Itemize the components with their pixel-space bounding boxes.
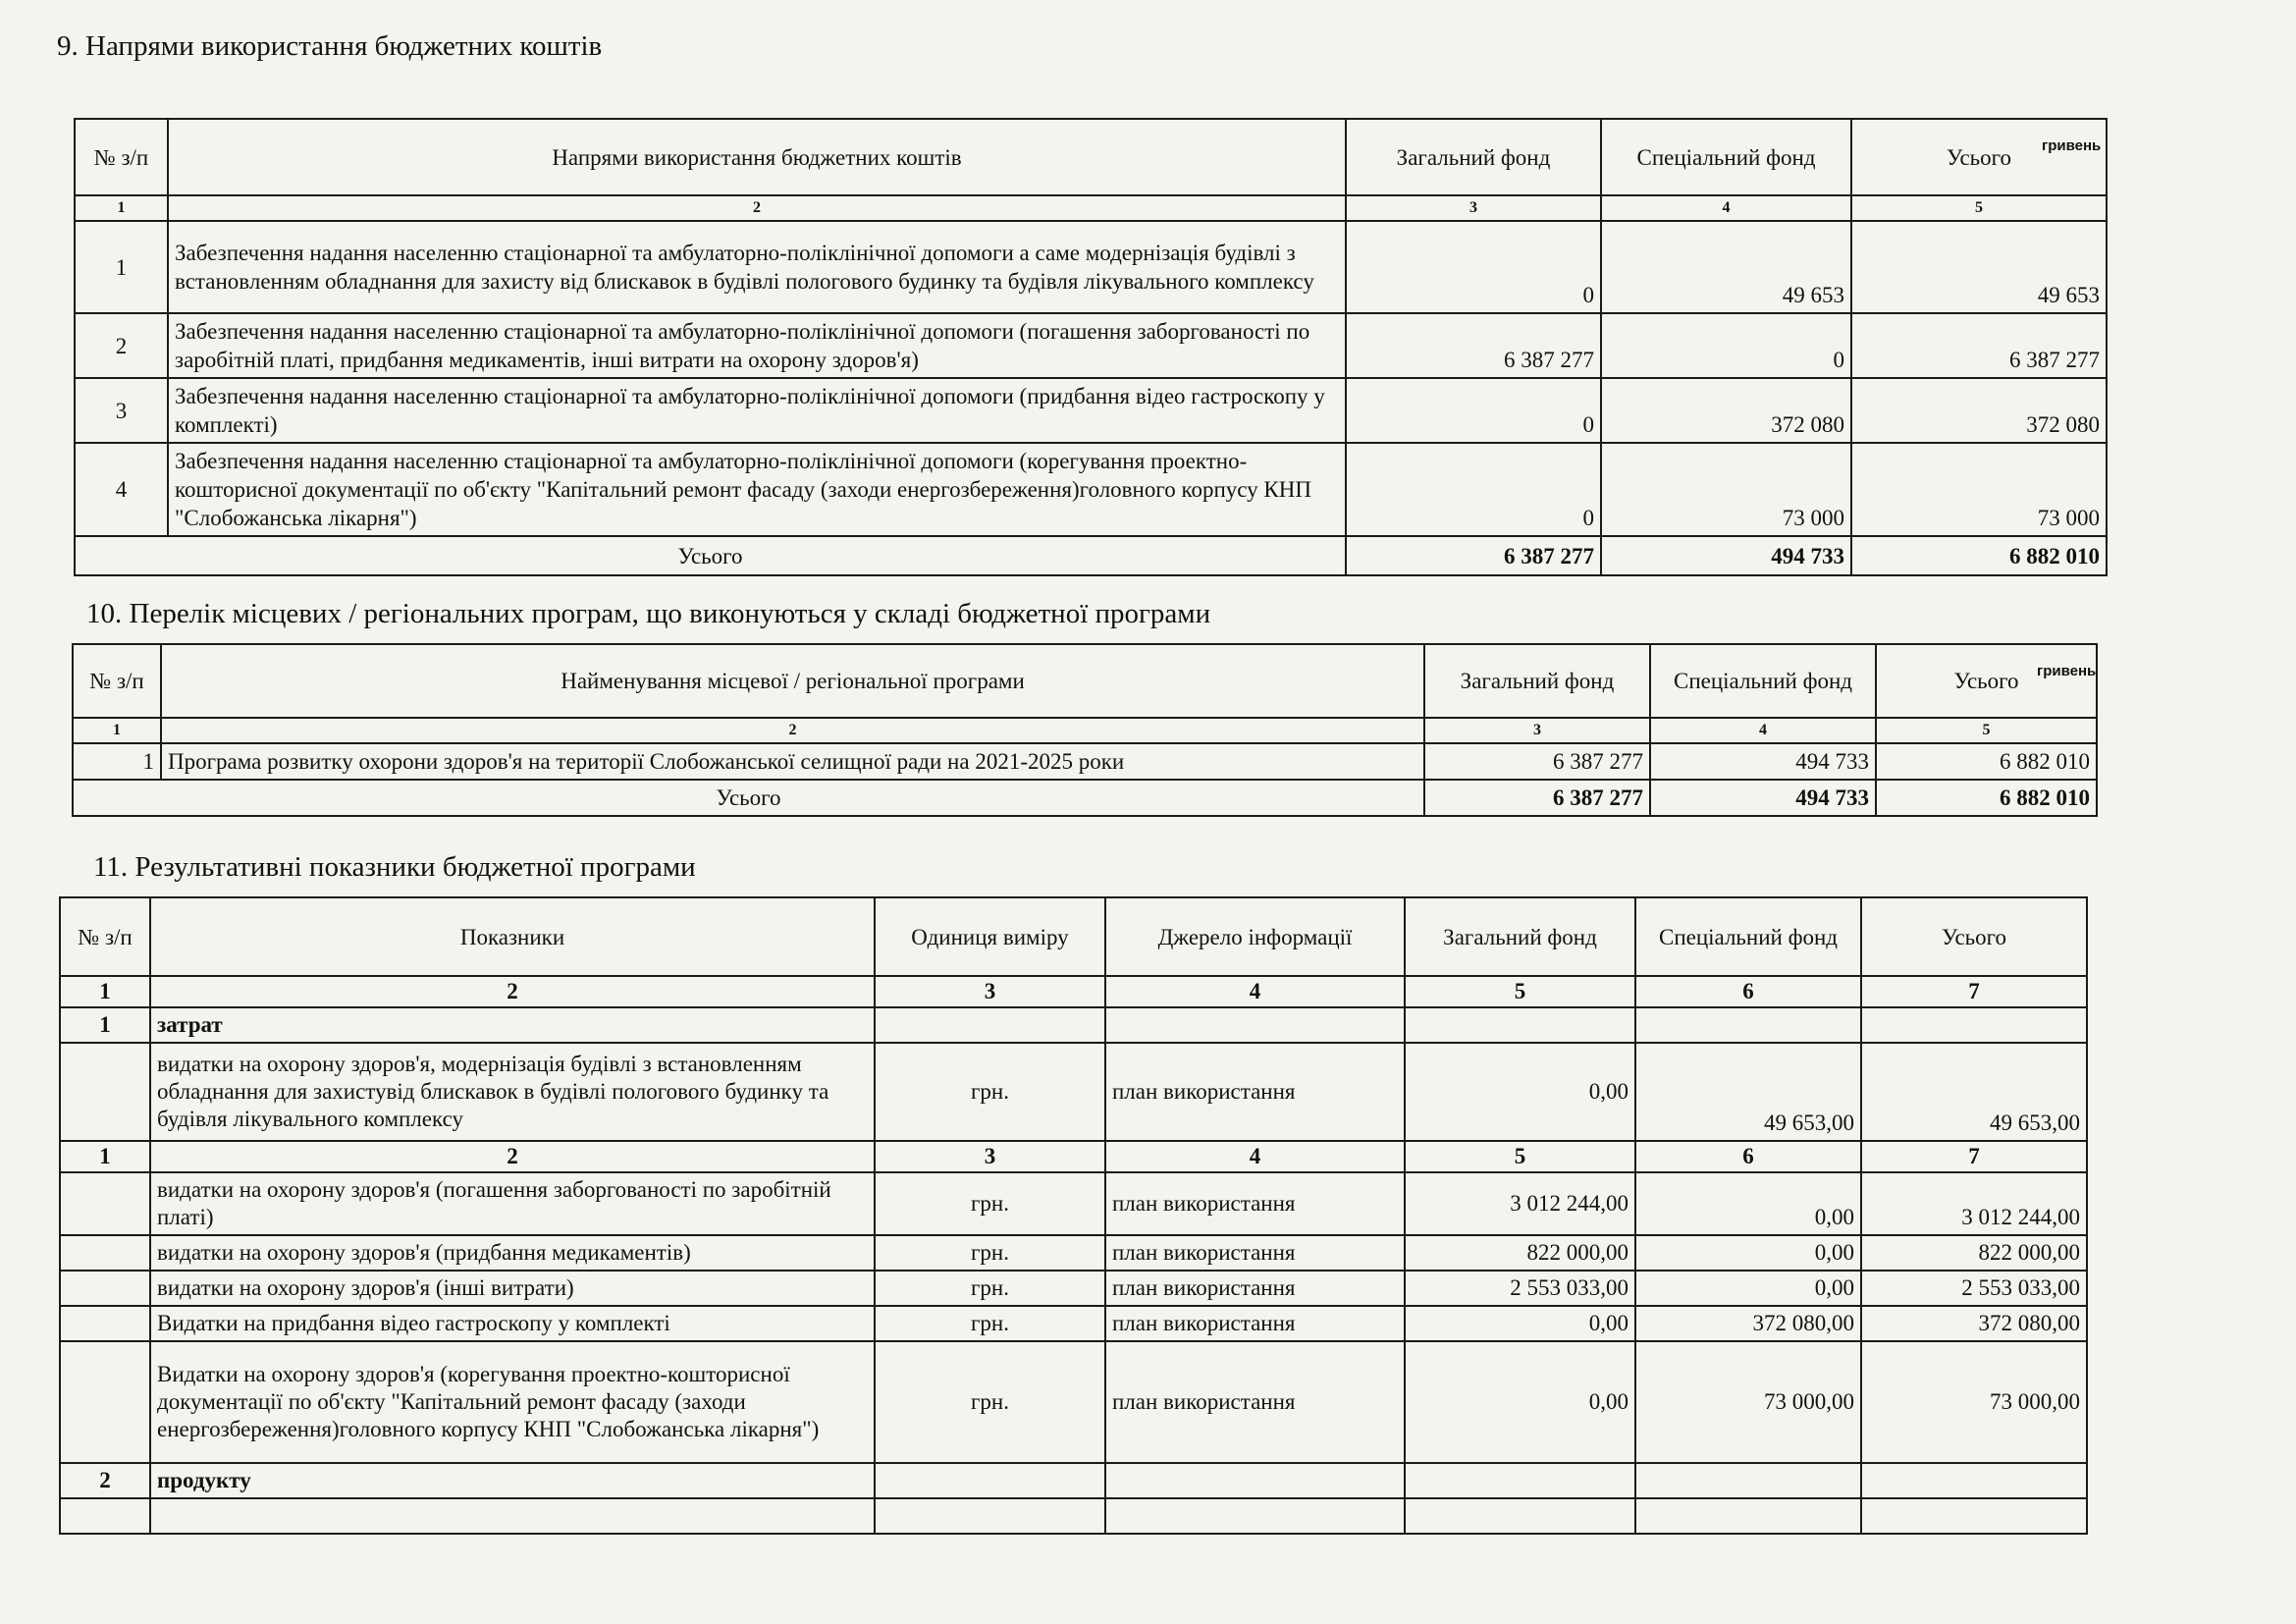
- row-general-fund: 6 387 277: [1424, 743, 1650, 780]
- row-general-fund: 0: [1346, 443, 1601, 536]
- row-total: 6 882 010: [1876, 743, 2097, 780]
- indicator-general-fund: 822 000,00: [1405, 1235, 1635, 1271]
- col-header-total: Усього: [1851, 119, 2107, 195]
- row-total: 372 080: [1851, 378, 2107, 443]
- col-header-indicators: Показники: [150, 897, 875, 976]
- indicator-unit: грн.: [875, 1306, 1105, 1341]
- row-special-fund: 372 080: [1601, 378, 1851, 443]
- table-row: [60, 1341, 2087, 1463]
- row-general-fund: 0: [1346, 378, 1601, 443]
- section-11-title: 11. Результативні показники бюджетної програми: [93, 851, 696, 883]
- indicator-source: план використання: [1105, 1235, 1405, 1271]
- row-direction: Забезпечення надання населенню стаціонарної та амбулаторно-поліклінічної допомоги (придбання відео гастроскопу у комплекті): [168, 378, 1346, 443]
- col-index: 7: [1861, 976, 2087, 1007]
- col-index: 7: [1861, 1141, 2087, 1172]
- total-general-fund: 6 387 277: [1346, 536, 1601, 575]
- group-row: [60, 1007, 2087, 1043]
- col-index: 4: [1601, 195, 1851, 221]
- col-header-source: Джерело інформації: [1105, 897, 1405, 976]
- table-row: [75, 221, 2107, 313]
- col-header-program-name: Найменування місцевої / регіональної програми: [161, 644, 1424, 718]
- table-row: [60, 1235, 2087, 1271]
- indicator-unit: грн.: [875, 1271, 1105, 1306]
- col-header-total: Усього: [1861, 897, 2087, 976]
- table-row: [75, 313, 2107, 378]
- row-program-name: Програма розвитку охорони здоров'я на території Слобожанської селищної ради на 2021-2025 роки: [161, 743, 1424, 780]
- indicator-total: 2 553 033,00: [1861, 1271, 2087, 1306]
- total-general-fund: 6 387 277: [1424, 780, 1650, 816]
- section-9-title: 9. Напрями використання бюджетних коштів: [57, 30, 603, 62]
- col-index: 2: [168, 195, 1346, 221]
- col-index: 4: [1105, 1141, 1405, 1172]
- col-index: 5: [1405, 976, 1635, 1007]
- col-index: 2: [161, 718, 1424, 743]
- indicator-total: 372 080,00: [1861, 1306, 2087, 1341]
- col-header-unit: Одиниця виміру: [875, 897, 1105, 976]
- row-number: 2: [75, 313, 168, 378]
- col-header-special-fund: Спеціальний фонд: [1635, 897, 1861, 976]
- row-number: 1: [75, 221, 168, 313]
- col-index: 6: [1635, 976, 1861, 1007]
- indicator-name: видатки на охорону здоров'я (придбання медикаментів): [150, 1235, 875, 1271]
- row-direction: Забезпечення надання населенню стаціонарної та амбулаторно-поліклінічної допомоги (корегування проектно-кошторисної документації по об'єкту "Капітальний ремонт фасаду (заходи енергозбереження)головного корпусу КНП "Слобожанська лікарня"): [168, 443, 1346, 536]
- col-index: 2: [150, 1141, 875, 1172]
- col-header-general-fund: Загальний фонд: [1424, 644, 1650, 718]
- col-header-total: Усього: [1876, 644, 2097, 718]
- indicator-special-fund: 0,00: [1635, 1172, 1861, 1235]
- table-row: [75, 378, 2107, 443]
- section-10-title: 10. Перелік місцевих / регіональних програм, що виконуються у складі бюджетної програми: [86, 598, 1211, 629]
- section-10-unit: гривень: [2037, 663, 2097, 679]
- indicator-source: план використання: [1105, 1043, 1405, 1141]
- col-header-direction: Напрями використання бюджетних коштів: [168, 119, 1346, 195]
- table-row: [73, 743, 2097, 780]
- indicator-unit: грн.: [875, 1341, 1105, 1463]
- col-index: 5: [1851, 195, 2107, 221]
- row-general-fund: 6 387 277: [1346, 313, 1601, 378]
- indicator-name: видатки на охорону здоров'я, модернізація будівлі з встановленням обладнання для захистувід блискавок в будівлі пологового будинку та будівля лікувального комплексу: [150, 1043, 875, 1141]
- col-index: 1: [73, 718, 161, 743]
- row-direction: Забезпечення надання населенню стаціонарної та амбулаторно-поліклінічної допомоги а саме модернізація будівлі з встановленням обладнання для захисту від блискавок в будівлі пологового будинку та будівля лікувального комплексу: [168, 221, 1346, 313]
- col-header-number: № з/п: [73, 644, 161, 718]
- col-index: 5: [1876, 718, 2097, 743]
- indicator-general-fund: 0,00: [1405, 1043, 1635, 1141]
- indicator-source: план використання: [1105, 1306, 1405, 1341]
- col-header-special-fund: Спеціальний фонд: [1601, 119, 1851, 195]
- indicator-unit: грн.: [875, 1235, 1105, 1271]
- indicator-special-fund: 49 653,00: [1635, 1043, 1861, 1141]
- group-number: 2: [60, 1463, 150, 1498]
- col-header-special-fund: Спеціальний фонд: [1650, 644, 1876, 718]
- col-index: 2: [150, 976, 875, 1007]
- table-row: [60, 1306, 2087, 1341]
- total-label: Усього: [75, 536, 1346, 575]
- row-special-fund: 49 653: [1601, 221, 1851, 313]
- col-index: 3: [1424, 718, 1650, 743]
- col-index: 4: [1650, 718, 1876, 743]
- indicator-source: план використання: [1105, 1271, 1405, 1306]
- section-10-table: [72, 643, 2098, 817]
- col-index: 3: [875, 976, 1105, 1007]
- indicator-source: план використання: [1105, 1341, 1405, 1463]
- table-row: [75, 443, 2107, 536]
- indicator-total: 822 000,00: [1861, 1235, 2087, 1271]
- col-index: 5: [1405, 1141, 1635, 1172]
- section-9-unit: гривень: [2042, 137, 2102, 154]
- group-label: продукту: [150, 1463, 875, 1498]
- table-row: [60, 1043, 2087, 1141]
- col-index: 3: [1346, 195, 1601, 221]
- row-total: 49 653: [1851, 221, 2107, 313]
- indicator-total: 73 000,00: [1861, 1341, 2087, 1463]
- row-total: 73 000: [1851, 443, 2107, 536]
- col-index: 1: [75, 195, 168, 221]
- col-index: 6: [1635, 1141, 1861, 1172]
- group-number: 1: [60, 1007, 150, 1043]
- row-general-fund: 0: [1346, 221, 1601, 313]
- indicator-unit: грн.: [875, 1172, 1105, 1235]
- col-header-general-fund: Загальний фонд: [1346, 119, 1601, 195]
- indicator-name: видатки на охорону здоров'я (погашення заборгованості по заробітній платі): [150, 1172, 875, 1235]
- col-index: 1: [60, 1141, 150, 1172]
- indicator-special-fund: 372 080,00: [1635, 1306, 1861, 1341]
- row-special-fund: 0: [1601, 313, 1851, 378]
- indicator-special-fund: 0,00: [1635, 1271, 1861, 1306]
- group-row: [60, 1463, 2087, 1498]
- indicator-general-fund: 0,00: [1405, 1341, 1635, 1463]
- indicator-general-fund: 2 553 033,00: [1405, 1271, 1635, 1306]
- total-total: 6 882 010: [1876, 780, 2097, 816]
- row-special-fund: 73 000: [1601, 443, 1851, 536]
- indicator-special-fund: 73 000,00: [1635, 1341, 1861, 1463]
- indicator-general-fund: 3 012 244,00: [1405, 1172, 1635, 1235]
- indicator-source: план використання: [1105, 1172, 1405, 1235]
- indicator-unit: грн.: [875, 1043, 1105, 1141]
- total-total: 6 882 010: [1851, 536, 2107, 575]
- col-index: 3: [875, 1141, 1105, 1172]
- col-index: 1: [60, 976, 150, 1007]
- total-label: Усього: [73, 780, 1424, 816]
- indicator-total: 49 653,00: [1861, 1043, 2087, 1141]
- section-9-table: [74, 118, 2108, 576]
- col-header-general-fund: Загальний фонд: [1405, 897, 1635, 976]
- indicator-name: видатки на охорону здоров'я (інші витрати): [150, 1271, 875, 1306]
- row-number: 1: [73, 743, 161, 780]
- indicator-total: 3 012 244,00: [1861, 1172, 2087, 1235]
- col-index: 4: [1105, 976, 1405, 1007]
- row-total: 6 387 277: [1851, 313, 2107, 378]
- col-header-number: № з/п: [60, 897, 150, 976]
- table-row: [60, 1271, 2087, 1306]
- group-label: затрат: [150, 1007, 875, 1043]
- total-row: [73, 780, 2097, 816]
- section-11-table: [59, 896, 2088, 1535]
- row-direction: Забезпечення надання населенню стаціонарної та амбулаторно-поліклінічної допомоги (погашення заборгованості по заробітній платі, придбання медикаментів, інші витрати на охорону здоров'я): [168, 313, 1346, 378]
- row-number: 4: [75, 443, 168, 536]
- indicator-general-fund: 0,00: [1405, 1306, 1635, 1341]
- total-row: [75, 536, 2107, 575]
- indicator-name: Видатки на охорону здоров'я (корегування проектно-кошторисної документації по об'єкту "Капітальний ремонт фасаду (заходи енергозбереження)головного корпусу КНП "Слобожанська лікарня"): [150, 1341, 875, 1463]
- indicator-special-fund: 0,00: [1635, 1235, 1861, 1271]
- row-number: 3: [75, 378, 168, 443]
- total-special-fund: 494 733: [1650, 780, 1876, 816]
- col-header-number: № з/п: [75, 119, 168, 195]
- indicator-name: Видатки на придбання відео гастроскопу у комплекті: [150, 1306, 875, 1341]
- row-special-fund: 494 733: [1650, 743, 1876, 780]
- table-row: [60, 1172, 2087, 1235]
- total-special-fund: 494 733: [1601, 536, 1851, 575]
